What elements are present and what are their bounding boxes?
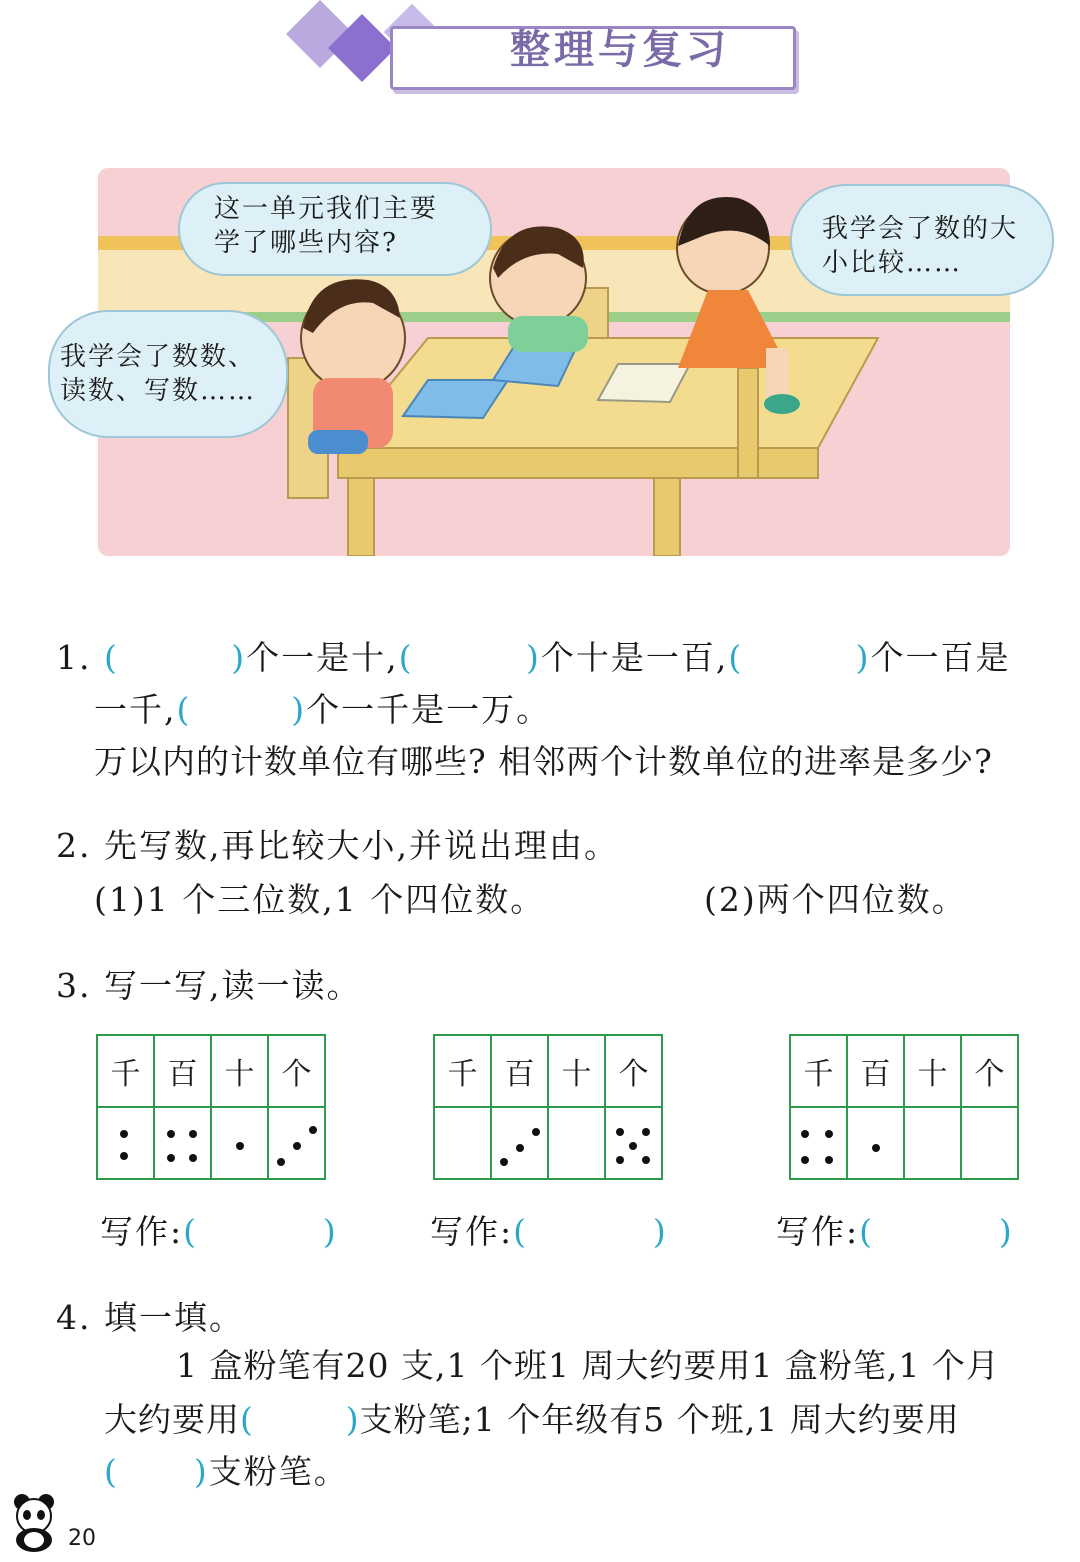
table1-cell-ones	[268, 1107, 325, 1179]
q4-text-b: 支粉笔;1 个年级有5 个班,1 周大约要用	[359, 1400, 960, 1439]
q1-blank-1[interactable]: ( )	[104, 638, 247, 677]
table1-cell-thousands	[97, 1107, 154, 1179]
table3-header-ones: 个	[961, 1035, 1018, 1107]
q1-line2	[94, 690, 551, 730]
q4-text-c: 支粉笔。	[208, 1452, 349, 1491]
q1-line3: 万以内的计数单位有哪些? 相邻两个计数单位的进率是多少?	[94, 742, 993, 781]
boy-left-pants	[308, 430, 368, 454]
place-value-table-3	[789, 1034, 1019, 1180]
q1-text-5: 个一千是一万。	[306, 690, 552, 729]
table-leg-back	[738, 368, 758, 478]
table-leg-left	[348, 478, 374, 556]
q3-write-2	[430, 1212, 668, 1252]
q4-blank-2[interactable]: ( )	[104, 1452, 209, 1491]
table2-header-tens: 十	[548, 1035, 605, 1107]
table2-header-thousands: 千	[434, 1035, 491, 1107]
q1-number: 1.	[56, 638, 92, 677]
q2-part-1: (1)1 个三位数,1 个四位数。	[94, 880, 546, 919]
speech-text-right: 我学会了数的大 小比较……	[822, 214, 1019, 278]
q4-blank-1[interactable]: ( )	[240, 1400, 360, 1439]
q3-blank-3[interactable]: ( )	[859, 1212, 1014, 1251]
q4-paragraph-line1: 1 盒粉笔有20 支,1 个班1 周大约要用1 盒粉笔,1 个月	[176, 1346, 1000, 1385]
girl-shoe	[764, 394, 800, 414]
table3-cell-ones	[961, 1107, 1018, 1179]
q2-part-2: (2)两个四位数。	[704, 880, 967, 919]
table2-cell-thousands	[434, 1107, 491, 1179]
q1-text-4: 一千,	[94, 690, 177, 729]
table2-header-ones: 个	[605, 1035, 662, 1107]
page-title: 整理与复习	[510, 26, 730, 73]
q4-text-a: 大约要用	[104, 1400, 240, 1439]
q1-blank-3[interactable]: ( )	[728, 638, 871, 677]
table1-cell-hundreds	[154, 1107, 211, 1179]
table3-header-thousands: 千	[790, 1035, 847, 1107]
speech-text-left: 我学会了数数、 读数、写数……	[60, 342, 257, 406]
q3-write-3	[776, 1212, 1014, 1252]
table1-header-ones: 个	[268, 1035, 325, 1107]
q3-title: 3. 写一写,读一读。	[56, 966, 362, 1005]
q3-blank-1[interactable]: ( )	[183, 1212, 338, 1251]
table1-header-thousands: 千	[97, 1035, 154, 1107]
speech-text-top: 这一单元我们主要 学了哪些内容?	[214, 194, 439, 258]
q3-write-label-1: 写作:	[100, 1212, 184, 1251]
q1-blank-2[interactable]: ( )	[398, 638, 541, 677]
place-value-table-1	[96, 1034, 326, 1180]
table3-cell-hundreds	[847, 1107, 904, 1179]
q3-blank-2[interactable]: ( )	[513, 1212, 668, 1251]
q4-title: 4. 填一填。	[56, 1298, 244, 1337]
table3-cell-tens	[904, 1107, 961, 1179]
table3-header-tens: 十	[904, 1035, 961, 1107]
table3-header-hundreds: 百	[847, 1035, 904, 1107]
q1-text-2: 个十是一百,	[540, 638, 729, 677]
table2-cell-ones	[605, 1107, 662, 1179]
q3-write-label-3: 写作:	[776, 1212, 860, 1251]
table2-cell-hundreds	[491, 1107, 548, 1179]
q3-write-label-2: 写作:	[430, 1212, 514, 1251]
q3-write-1	[100, 1212, 338, 1252]
table1-cell-tens	[211, 1107, 268, 1179]
page-number: 20	[68, 1526, 96, 1551]
boy-middle-shirt	[508, 316, 588, 352]
girl-leg	[766, 348, 788, 398]
table-leg-right	[654, 478, 680, 556]
table2-header-hundreds: 百	[491, 1035, 548, 1107]
place-value-table-2	[433, 1034, 663, 1180]
q1-line1	[56, 638, 1011, 678]
q1-text-3: 个一百是	[870, 638, 1011, 677]
q1-blank-4[interactable]: ( )	[176, 690, 307, 729]
q2-title: 2. 先写数,再比较大小,并说出理由。	[56, 826, 619, 865]
q4-paragraph-line2	[104, 1400, 960, 1440]
table1-header-hundreds: 百	[154, 1035, 211, 1107]
table2-cell-tens	[548, 1107, 605, 1179]
table3-cell-thousands	[790, 1107, 847, 1179]
q1-text-1: 个一是十,	[246, 638, 399, 677]
panda-icon	[2, 1490, 64, 1554]
q4-paragraph-line3	[104, 1452, 349, 1492]
table1-header-tens: 十	[211, 1035, 268, 1107]
